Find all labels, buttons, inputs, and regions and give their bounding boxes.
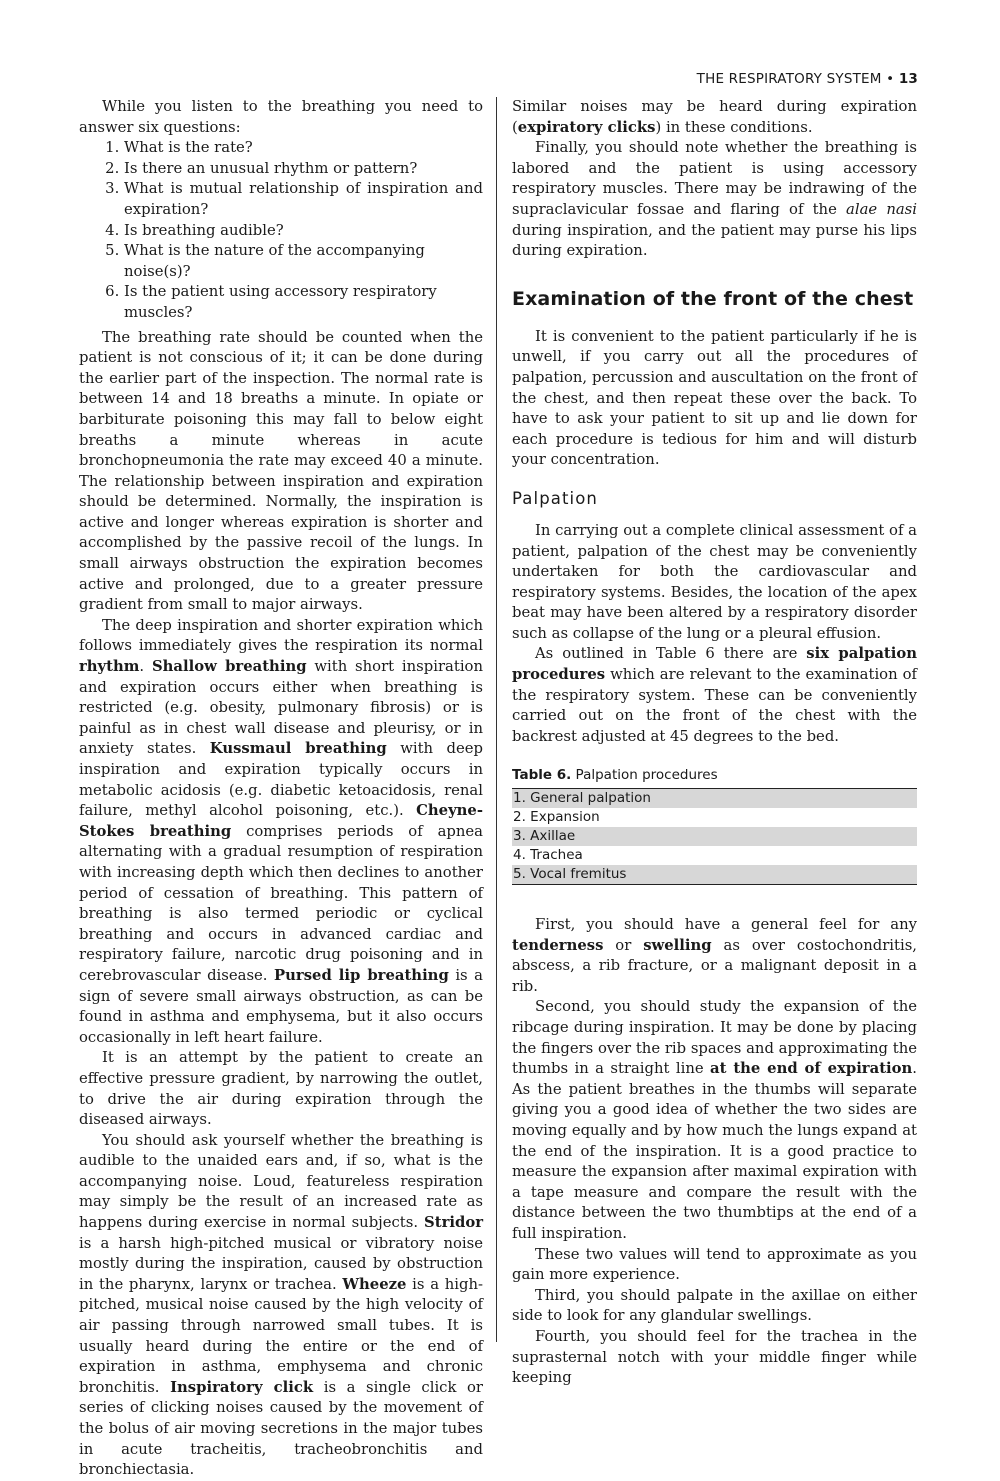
running-title: THE RESPIRATORY SYSTEM [696,71,882,87]
term-cheyne-stokes-breathing: Cheyne-Stokes breathing [79,802,483,840]
question-item: 5. What is the nature of the accompanying noise(s)? [124,241,483,282]
page-number: 13 [898,71,918,87]
term-inspiratory-click: Inspiratory click [170,1378,314,1396]
attempt-paragraph: It is an attempt by the patient to create an effective pressure gradient, by narrowing the outlet, to drive the air during expiration through the diseased airways. [79,1049,483,1129]
table-cell: 3. Axillae [512,827,917,846]
table-row [512,865,917,885]
convenient-paragraph: It is convenient to the patient particularly if he is unwell, if you carry out all the procedures of palpation, percussion and auscultation on the front of the chest, and then repeat these over the back. To have to ask your patient to sit up and lie down for each procedure is tedious for him and will disturb your concentration. [512,327,917,469]
term-expiratory-clicks: expiratory clicks [517,118,656,136]
term-stridor: Stridor [424,1214,483,1232]
table-caption [512,765,917,786]
term-swelling: swelling [643,936,712,954]
table-cell: 5. Vocal fremitus [512,865,917,885]
table-cell: 1. General palpation [512,789,917,809]
question-item: 3. What is mutual relationship of inspiration and expiration? [124,179,483,220]
table-row [512,827,917,846]
term-shallow-breathing: Shallow breathing [151,658,307,676]
third-paragraph: Third, you should palpate in the axillae on either side to look for any glandular swellings. [512,1286,917,1325]
these-paragraph: These two values will tend to approximate as you gain more experience. [512,1245,917,1284]
question-list [79,138,483,323]
term-alae-nasi: alae nasi [846,200,918,218]
term-six-palpation-procedures: six palpation procedures [512,645,917,684]
running-header [697,71,918,87]
fourth-paragraph: Fourth, you should feel for the trachea in the suprasternal notch with your middle finger while keeping [512,1327,917,1387]
table-cell: 2. Expansion [513,809,600,826]
term-wheeze: Wheeze [342,1275,407,1293]
table-row [512,808,917,827]
finally-paragraph: Finally, you should note whether the breathing is labored and the patient is using accessory respiratory muscles. There may be indrawing of the supraclavicular fossae and flaring of the alae nasi during inspiration, and the patient may purse his lips during expiration. [512,139,918,260]
term-kussmaul-breathing: Kussmaul breathing [209,740,387,758]
column-divider [496,97,497,1342]
assessment-paragraph: In carrying out a complete clinical assessment of a patient, palpation of the chest may be conveniently undertaken for both the cardiovascular and respiratory systems. Besides, the location of the apex beat may have been altered by a respiratory disorder such as collapse of the lung or a pleural effusion. [512,521,917,642]
term-rhythm: rhythm [79,658,140,676]
left-column [79,97,483,1481]
audible-paragraph: You should ask yourself whether the breathing is audible to the unaided ears and, if so, what is the accompanying noise. Loud, featureless respiration may simply be the result of an increased rate as happens during exercise in normal subjects. Stridor is a harsh high-pitched musical or vibratory noise mostly during the inspiration, caused by obstruction in the pharynx, larynx or trachea. Wheeze is a high-pitched, musical noise caused by the high velocity of air passing through narrowed small tubes. It is usually heard during the entire or the end of expiration in asthma, emphysema and chronic bronchitis. Inspiratory click is a single click or series of clicking noises caused by the movement of the bolus of air moving secretions in the major tubes in acute tracheitis, tracheobronchitis and bronchiectasia. [79,1131,484,1479]
right-column [512,97,917,1389]
table-row [512,789,917,809]
rhythm-paragraph: The deep inspiration and shorter expiration which follows immediately gives the respiration its normal rhythm. Shallow breathing with short inspiration and expiration occurs either when breathing is restricted (e.g. obesity, pulmonary fibrosis) or is painful as in chest wall disease and pleurisy, or in anxiety states. Kussmaul breathing with deep inspiration and expiration typically occurs in metabolic acidosis (e.g. diabetic ketoacidosis, renal failure, methyl alcohol poisoning, etc.). Cheyne-Stokes breathing comprises periods of apnea alternating with a gradual resumption of respiration with increasing depth which then declines to another period of cessation of breathing. This pattern of breathing is also termed periodic or cyclical breathing and occurs in advanced cardiac and respiratory failure, narcotic drug poisoning and in cerebrovascular disease. Pursed lip breathing is a sign of severe small airways obstruction, as can be found in asthma and emphysema, but it also occurs occasionally in left heart failure. [79,616,483,1046]
table-row [512,846,917,865]
second-paragraph: Second, you should study the expansion of the ribcage during inspiration. It may be done by placing the fingers over the rib spaces and approximating the thumbs in a straight line at the end of expiration. As the patient breathes in the thumbs will separate giving you a good idea of whether the two sides are moving equally and by how much the lungs expand at the end of the inspiration. It is a good practice to measure the expansion after maximal expiration with a tape measure and compare the result with the distance between the two thumbtips at the end of a full inspiration. [512,998,917,1242]
question-item: 6. Is the patient using accessory respiratory muscles? [124,282,483,323]
first-paragraph: First, you should have a general feel for any tenderness or swelling as over costochondritis, abscess, a rib fracture, or a malignant deposit in a rib. [512,916,917,995]
intro-paragraph: While you listen to the breathing you need to answer six questions: [79,98,483,136]
header-separator: • [886,71,895,87]
table-label: Table 6. [512,767,572,784]
term-pursed-lip-breathing: Pursed lip breathing [274,966,449,984]
rate-paragraph: The breathing rate should be counted when the patient is not conscious of it; it can be done during the earlier part of the inspection. The normal rate is between 14 and 18 breaths a minute. In opiate or barbiturate poisoning this may fall to below eight breaths a minute whereas in acute bronchopneumonia the rate may exceed 40 a minute. The relationship between inspiration and expiration should be determined. Normally, the inspiration is active and longer whereas expiration is shorter and accomplished by the passive recoil of the lungs. In small airways obstruction the expiration becomes active and prolonged, due to a greater pressure gradient from small to major airways. [79,328,483,614]
continued-paragraph: Similar noises may be heard during expiration (expiratory clicks) in these conditions. [512,98,917,136]
table-caption-text: Palpation procedures [575,767,718,784]
question-item: 4. Is breathing audible? [124,221,483,242]
subsection-heading: Palpation [512,488,598,508]
outlined-paragraph: As outlined in Table 6 there are six palpation procedures which are relevant to the examination of the respiratory system. These can be conveniently carried out on the front of the chest with the backrest adjusted at 45 degrees to the bed. [512,645,917,745]
palpation-table [512,788,917,885]
term-end-of-expiration: at the end of expiration [710,1060,913,1078]
table-cell: 4. Trachea [513,847,583,864]
section-heading: Examination of the front of the chest [512,287,914,310]
question-item: 1. What is the rate? [124,138,483,159]
term-tenderness: tenderness [512,936,604,954]
question-item: 2. Is there an unusual rhythm or pattern? [124,159,483,180]
